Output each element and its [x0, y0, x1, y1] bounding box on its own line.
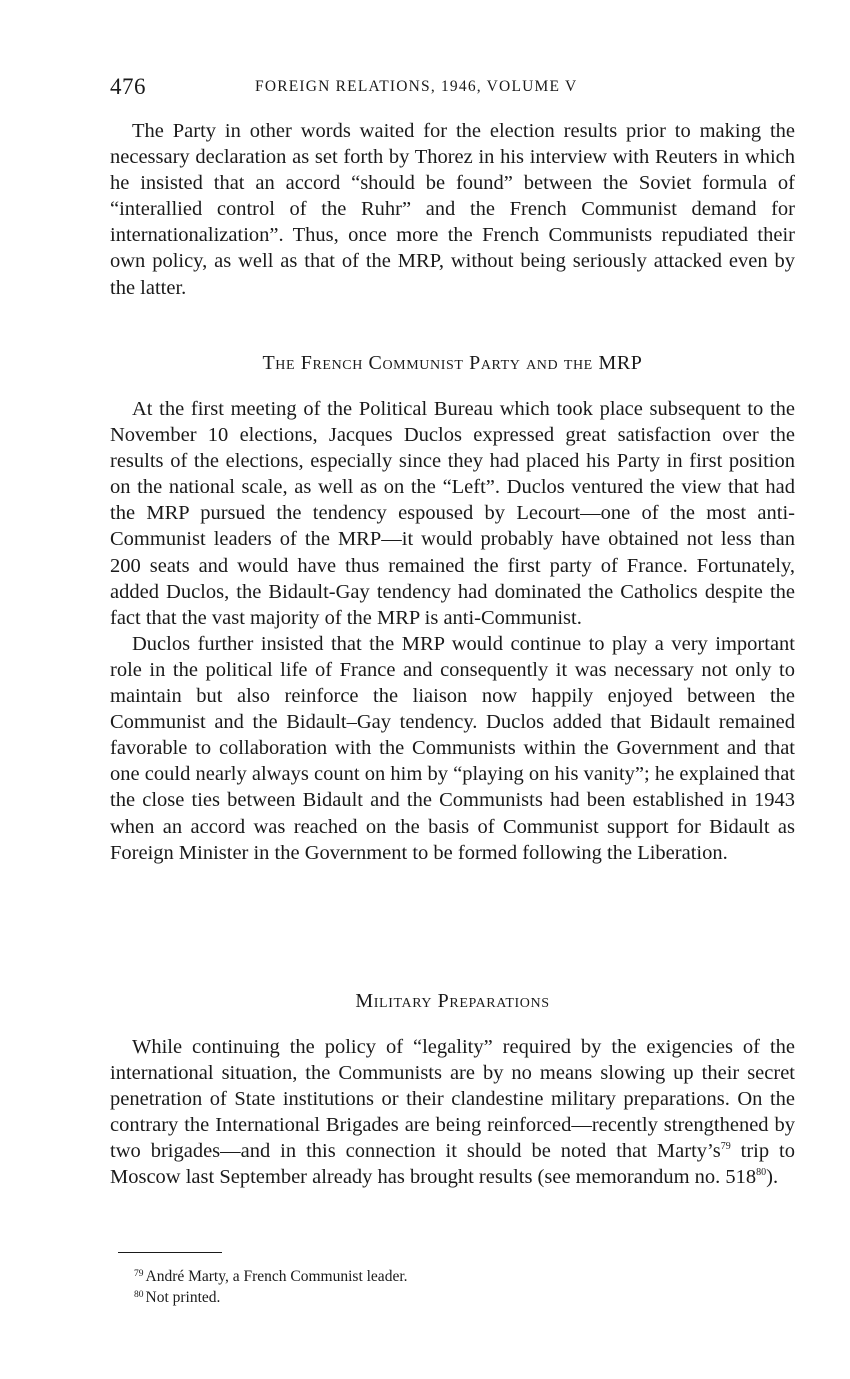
footnote-divider [118, 1252, 222, 1253]
paragraph-text: While continuing the policy of “legality” required by the exigencies of the international situation, the Communists are by no means slowing up their secret penetration of State institutions or their clandestine military preparations. On the contrary the International Brigades are being reinforced—recently strengthened by two brigades—and in this connection it should be noted that Marty’s [110, 1036, 795, 1163]
footnote-reference: 80 [756, 1167, 767, 1179]
text-block-military-preparations [110, 1034, 795, 1191]
paragraph: The Party in other words waited for the election results prior to making the necessary declaration as set forth by Thorez in his interview with Reuters in which he insisted that an accord “should be found” between the Soviet formula of “interallied control of the Ruhr” and the French Communist demand for internationalization”. Thus, once more the French Communists repudiated their own policy, as well as that of the MRP, without being seriously attacked even by the latter. [110, 120, 795, 299]
footnote-text: Not printed. [145, 1289, 221, 1306]
section-heading-communist-party-mrp: The French Communist Party and the MRP [262, 352, 643, 374]
text-block-intro [110, 118, 795, 301]
running-head [110, 74, 795, 104]
footnote [134, 1286, 794, 1307]
footnote-reference: 79 [720, 1141, 731, 1153]
paragraph: At the first meeting of the Political Bureau which took place subsequent to the November 10 elections, Jacques Duclos expressed great satisfaction over the results of the elections, especially since they had placed his Party in first position on the national scale, as well as on the “Left”. Duclos ventured the view that had the MRP pursued the tendency espoused by Lecourt—one of the most anti-Communist leaders of the MRP—it would probably have obtained not less than 200 seats and would have thus remained the first party of France. Fortunately, added Duclos, the Bidault-Gay tendency had dominated the Catholics despite the fact that the vast majority of the MRP is anti-Communist. [110, 398, 795, 629]
text-block-communist-party-mrp [110, 396, 795, 866]
footnote-marker: 80 [134, 1290, 144, 1300]
page-header-title: FOREIGN RELATIONS, 1946, VOLUME V [255, 78, 578, 95]
footnote [134, 1265, 794, 1286]
footnotes [134, 1265, 794, 1307]
section-heading-military-preparations: Military Preparations [355, 990, 550, 1012]
paragraph [110, 1034, 795, 1191]
footnote-text: André Marty, a French Communist leader. [145, 1268, 408, 1285]
paragraph-text: ). [766, 1166, 779, 1189]
footnote-marker: 79 [134, 1269, 144, 1279]
page-number: 476 [110, 74, 146, 99]
paragraph: Duclos further insisted that the MRP would continue to play a very important role in the political life of France and consequently it was necessary not only to maintain but also reinforce the liaison now happily enjoyed between the Communist and the Bidault–Gay tendency. Duclos added that Bidault remained favorable to collaboration with the Communists within the Government and that one could nearly always count on him by “playing on his vanity”; he explained that the close ties between Bidault and the Communists had been established in 1943 when an accord was reached on the basis of Communist support for Bidault as Foreign Minister in the Government to be formed following the Liberation. [110, 632, 795, 864]
paragraph-text: trip to Moscow last September already has brought results (see memorandum no. 518 [110, 1140, 795, 1189]
